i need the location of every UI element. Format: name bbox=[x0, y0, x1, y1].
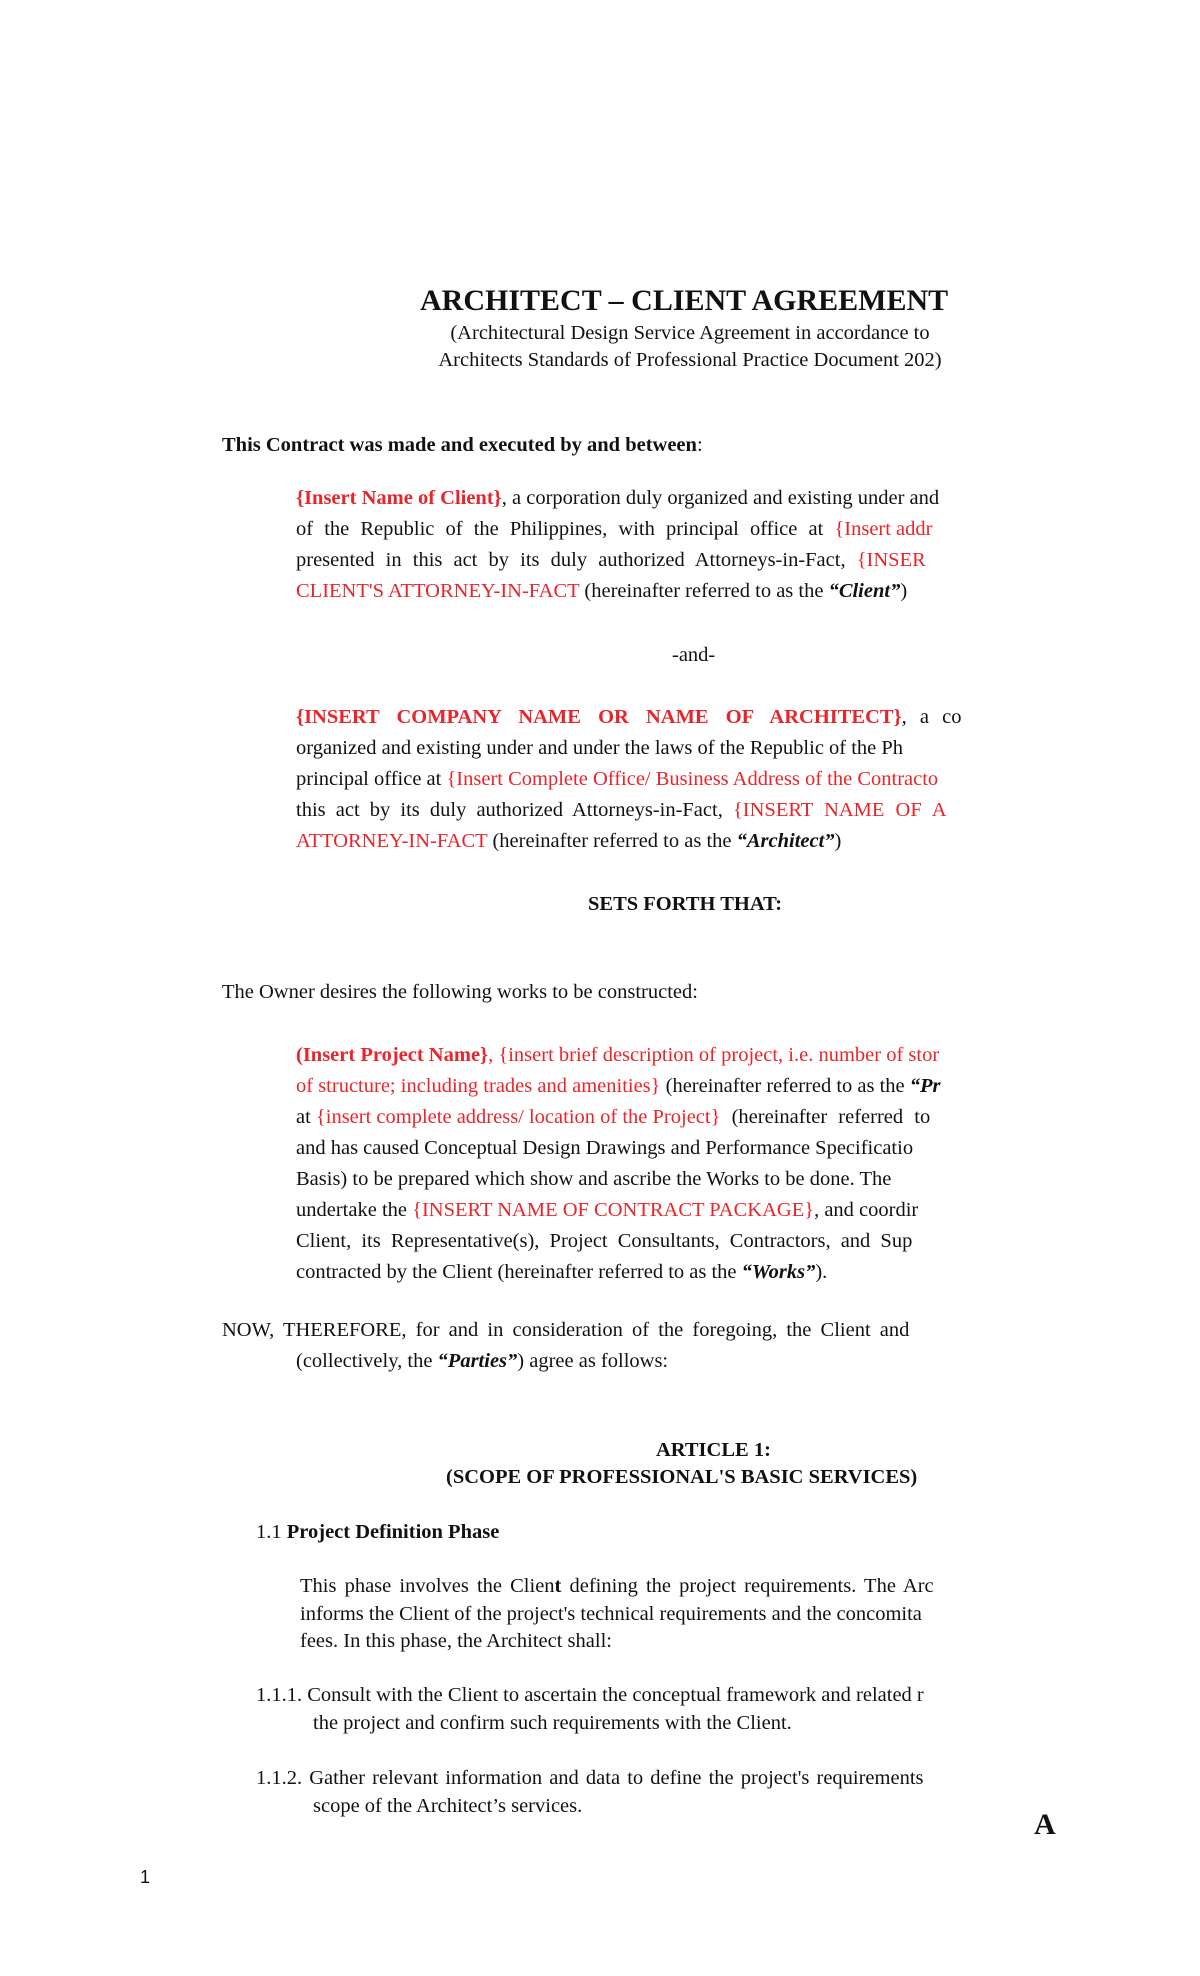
item-1-1-1 bbox=[256, 1682, 1038, 1737]
project-line-6: undertake the {INSERT NAME OF CONTRACT PACKAGE}, and coordir bbox=[296, 1199, 919, 1221]
document-title: ARCHITECT – CLIENT AGREEMENT bbox=[420, 284, 949, 317]
project-line-2: of structure; including trades and amenities} (hereinafter referred to as the “Pr bbox=[296, 1075, 941, 1097]
item-1-1-1-line-1: 1.1.1. Consult with the Client to ascertain the conceptual framework and related r bbox=[256, 1684, 924, 1706]
architect-line-5: ATTORNEY-IN-FACT (hereinafter referred to as the “Architect”) bbox=[296, 830, 842, 852]
section-title: Project Definition Phase bbox=[286, 1521, 500, 1543]
section-number: 1.1 bbox=[256, 1521, 287, 1543]
architect-line-4: this act by its duly authorized Attorneys-in-Fact, {INSERT NAME OF A bbox=[296, 799, 947, 821]
project-line-8: contracted by the Client (hereinafter referred to as the “Works”). bbox=[296, 1261, 828, 1283]
article-subtitle: (SCOPE OF PROFESSIONAL'S BASIC SERVICES) bbox=[446, 1466, 918, 1488]
section-1-1-heading bbox=[256, 1517, 499, 1548]
project-line-3: at {insert complete address/ location of the Project} (hereinafter referred to bbox=[296, 1106, 931, 1128]
project-line-7: Client, its Representative(s), Project Consultants, Contractors, and Sup bbox=[296, 1230, 913, 1252]
intro-colon: : bbox=[696, 434, 703, 456]
architect-line-1: {INSERT COMPANY NAME OR NAME OF ARCHITECT}, a co bbox=[296, 706, 962, 728]
architect-party-block bbox=[296, 702, 1038, 857]
document-subtitle bbox=[400, 320, 980, 374]
client-line-2: of the Republic of the Philippines, with principal office at {Insert addr bbox=[296, 518, 933, 540]
subtitle-line-2: Architects Standards of Professional Practice Document 202) bbox=[438, 349, 942, 371]
intro-text: This Contract was made and executed by and between bbox=[222, 434, 697, 456]
owner-desires-text: The Owner desires the following works to be constructed: bbox=[222, 981, 698, 1003]
client-line-3: presented in this act by its duly authorized Attorneys-in-Fact, {INSER bbox=[296, 549, 926, 571]
section-1-1-paragraph bbox=[300, 1573, 1038, 1656]
sets-forth-heading: SETS FORTH THAT: bbox=[588, 893, 783, 915]
client-line-1: {Insert Name of Client}, a corporation duly organized and existing under and bbox=[296, 487, 940, 509]
client-line-4: CLIENT'S ATTORNEY-IN-FACT (hereinafter referred to as the “Client”) bbox=[296, 580, 908, 602]
article-title: ARTICLE 1: bbox=[656, 1439, 771, 1461]
paragraph-line-1: This phase involves the Client defining the project requirements. The Arc bbox=[300, 1575, 934, 1597]
and-separator: -and- bbox=[672, 644, 716, 666]
architect-line-3: principal office at {Insert Complete Office/ Business Address of the Contracto bbox=[296, 768, 939, 790]
project-line-1: (Insert Project Name}, {insert brief description of project, i.e. number of stor bbox=[296, 1044, 940, 1066]
now-therefore-line-1: NOW, THEREFORE, for and in consideration of the foregoing, the Client and bbox=[222, 1319, 910, 1341]
project-line-5: Basis) to be prepared which show and ascribe the Works to be done. The bbox=[296, 1168, 892, 1190]
paragraph-line-3: fees. In this phase, the Architect shall: bbox=[300, 1630, 612, 1652]
item-1-1-2-line-1: 1.1.2. Gather relevant information and data to define the project's requirements bbox=[256, 1767, 924, 1789]
paragraph-line-2: informs the Client of the project's technical requirements and the concomita bbox=[300, 1602, 922, 1625]
project-block bbox=[296, 1040, 1038, 1288]
project-line-4: and has caused Conceptual Design Drawings and Performance Specificatio bbox=[296, 1137, 914, 1159]
architect-line-2: organized and existing under and under the laws of the Republic of the Ph bbox=[296, 737, 904, 759]
client-party-block bbox=[296, 483, 1038, 607]
item-1-1-1-line-2: the project and confirm such requirements with the Client. bbox=[313, 1711, 792, 1734]
item-1-1-2 bbox=[256, 1765, 1038, 1820]
now-therefore-line-2: (collectively, the “Parties”) agree as follows: bbox=[296, 1350, 669, 1372]
subtitle-line-1: (Architectural Design Service Agreement in accordance to bbox=[450, 322, 930, 344]
page-number: 1 bbox=[140, 1867, 151, 1887]
intro-line bbox=[222, 430, 703, 461]
item-1-1-2-line-2: scope of the Architect’s services. bbox=[313, 1794, 583, 1817]
corner-letter: A bbox=[1034, 1808, 1056, 1841]
